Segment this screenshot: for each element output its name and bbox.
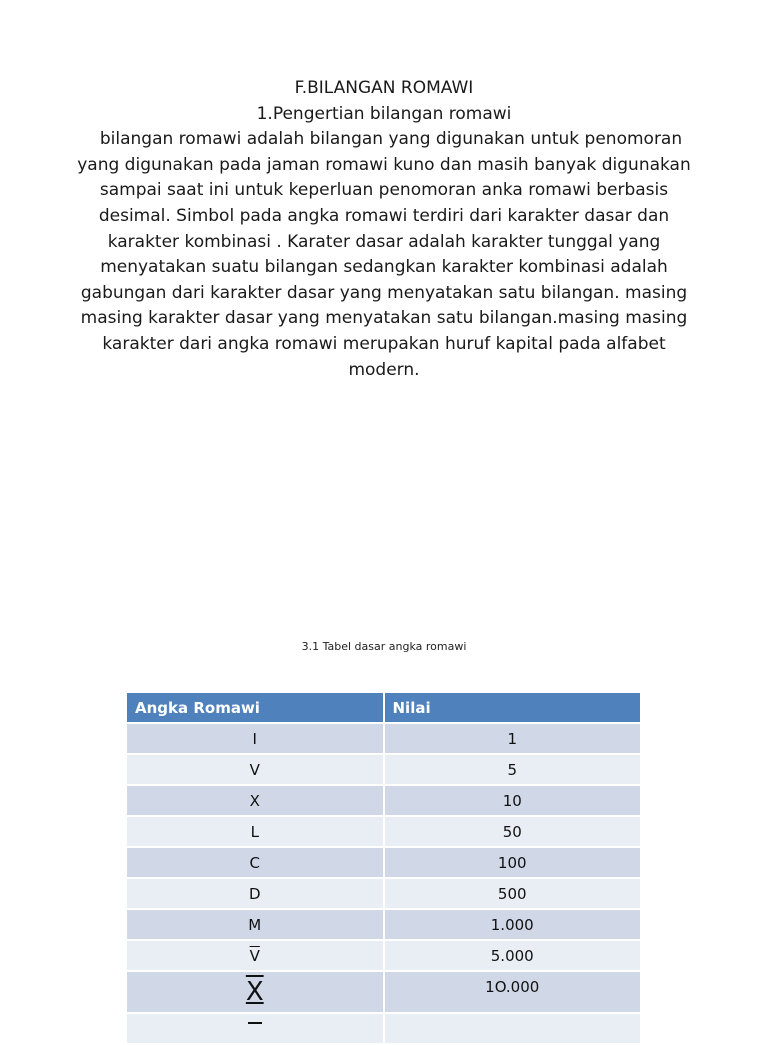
value-cell: 1O.000	[384, 971, 641, 1013]
paragraph-line: masing karakter dasar yang menyatakan satu bilangan.masing masing	[80, 308, 688, 329]
overlined-roman: X	[245, 977, 264, 1007]
table-row	[127, 816, 640, 847]
roman-cell: X	[127, 785, 384, 816]
table-row	[127, 847, 640, 878]
value-cell: 500	[384, 878, 641, 909]
text-block	[60, 76, 708, 383]
paragraph-line: gabungan dari karakter dasar yang menyatakan satu bilangan. masing	[80, 282, 688, 303]
header-angka-romawi: Angka Romawi	[127, 693, 384, 723]
roman-cell: C	[127, 847, 384, 878]
roman-cell: V	[127, 754, 384, 785]
paragraph-line: bilangan romawi adalah bilangan yang digunakan untuk penomoran	[99, 129, 683, 150]
table-row	[127, 785, 640, 816]
paragraph-line: modern.	[348, 359, 420, 380]
value-cell: 100	[384, 847, 641, 878]
paragraph-line: karakter kombinasi . Karater dasar adalah karakter tunggal yang	[107, 231, 661, 252]
table-row	[127, 909, 640, 940]
paragraph-line: karakter dari angka romawi merupakan huruf kapital pada alfabet	[102, 333, 666, 354]
table-caption: 3.1 Tabel dasar angka romawi	[301, 640, 467, 653]
section-subtitle: 1.Pengertian bilangan romawi	[256, 103, 512, 124]
paragraph-line: desimal. Simbol pada angka romawi terdiri dari karakter dasar dan	[98, 205, 670, 226]
overline-mark	[248, 1022, 262, 1024]
value-cell: 1.000	[384, 909, 641, 940]
table-row	[127, 971, 640, 1013]
roman-cell	[127, 971, 384, 1013]
value-cell: 50	[384, 816, 641, 847]
roman-cell: D	[127, 878, 384, 909]
paragraph-line: yang digunakan pada jaman romawi kuno dan masih banyak digunakan	[77, 154, 691, 175]
table-row	[127, 723, 640, 754]
paragraph-line: menyatakan suatu bilangan sedangkan karakter kombinasi adalah	[100, 257, 668, 278]
value-cell: 5.000	[384, 940, 641, 971]
table-row-cut	[127, 1013, 640, 1044]
section-title: F.BILANGAN ROMAWI	[294, 78, 474, 98]
table-row	[127, 940, 640, 971]
roman-cell: I	[127, 723, 384, 754]
roman-cell-cut	[127, 1013, 384, 1044]
table-row	[127, 754, 640, 785]
overlined-roman: $\overline{V}$	[249, 946, 260, 965]
paragraph-line: sampai saat ini untuk keperluan penomoran anka romawi berbasis	[99, 180, 669, 201]
table-header-row	[127, 693, 640, 723]
value-cell-cut	[384, 1013, 641, 1044]
table-row	[127, 878, 640, 909]
value-cell: 1	[384, 723, 641, 754]
header-nilai: Nilai	[384, 693, 641, 723]
value-cell: 10	[384, 785, 641, 816]
roman-cell	[127, 940, 384, 971]
roman-cell: L	[127, 816, 384, 847]
roman-cell: M	[127, 909, 384, 940]
value-cell: 5	[384, 754, 641, 785]
roman-numeral-table	[127, 693, 640, 1045]
